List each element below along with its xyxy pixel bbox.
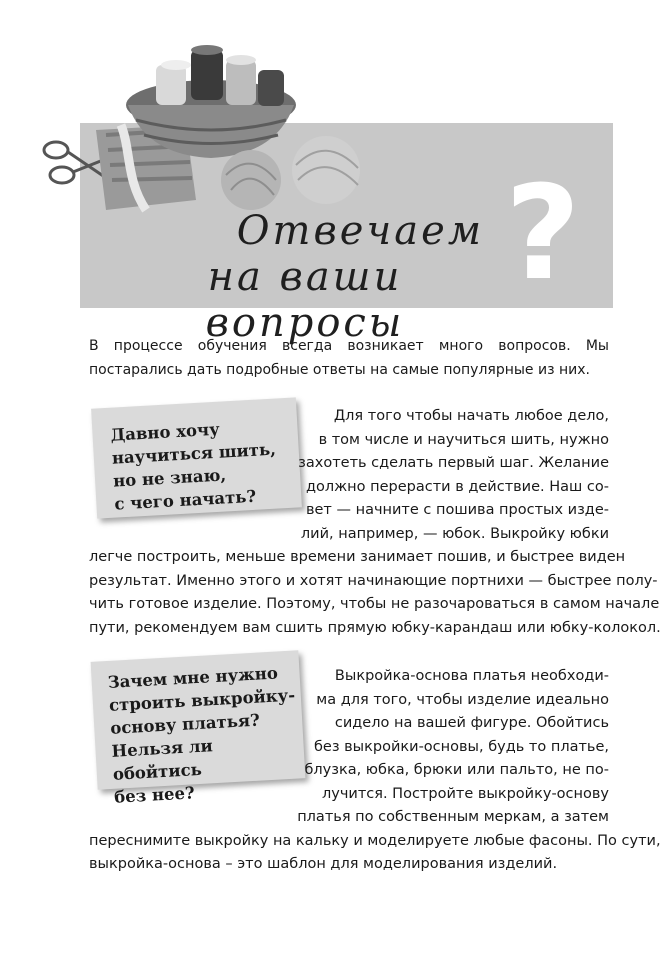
answer-line: в том числе и научиться шить, нужно — [318, 431, 609, 448]
answer-line: переснимите выкройку на кальку и моделируете любые фасоны. По сути, — [89, 832, 661, 849]
question-line: Давно хочу — [110, 419, 221, 445]
answer-line: ма для того, чтобы изделие идеально — [316, 691, 609, 708]
question-line: основу платья? — [109, 710, 261, 738]
answer-line: лучится. Постройте выкройку-основу — [321, 785, 609, 802]
answer-line: без выкройки-основы, будь то платье, — [313, 738, 609, 755]
answer-2 — [89, 665, 661, 877]
question-line: строить выкройку- — [108, 685, 296, 715]
title-line-2: на ваши вопросы — [205, 254, 405, 346]
answer-line: сидело на вашей фигуре. Обойтись — [334, 715, 609, 731]
answer-line: чить готовое изделие. Поэтому, чтобы не разочароваться в самом начале — [89, 596, 660, 612]
question-line: Нельзя ли обойтись — [111, 736, 214, 784]
question-mark-decoration: ? — [505, 157, 581, 309]
answer-line: лий, например, — юбок. Выкройку юбки — [300, 525, 609, 542]
answer-line: пути, рекомендуем вам сшить прямую юбку-карандаш или юбку-колокол. — [89, 619, 661, 636]
question-line: с чего начать? — [113, 486, 257, 514]
answer-line: блузка, юбка, брюки или пальто, не по- — [304, 762, 609, 778]
answer-line: легче построить, меньше времени занимает пошив, и быстрее виден — [89, 549, 626, 565]
answer-line: результат. Именно этого и хотят начинающие портнихи — быстрее полу- — [89, 572, 658, 589]
sewing-basket-illustration — [36, 30, 376, 220]
answer-line: платья по собственным меркам, а затем — [297, 809, 609, 825]
thread-spools — [156, 45, 284, 106]
answer-line: должно перерасти в действие. Наш со- — [305, 478, 609, 495]
answer-line: захотеть сделать первый шаг. Желание — [298, 455, 609, 471]
question-line: Зачем мне нужно — [107, 663, 279, 692]
title-line-1: Отвечаем — [236, 208, 484, 254]
intro-paragraph: В процессе обучения всегда возникает много вопросов. Мы постарались дать подробные ответы на самые популярные из них. — [89, 338, 609, 378]
answer-1 — [89, 405, 661, 640]
question-line: научиться шить, — [111, 439, 277, 468]
page-title — [120, 208, 490, 346]
question-line: но не знаю, — [112, 465, 227, 491]
answer-line: вет — начните с пошива простых изде- — [305, 502, 609, 518]
question-line: без нее? — [113, 783, 196, 807]
answer-line: Для того чтобы начать любое дело, — [333, 408, 609, 424]
answer-line: Выкройка-основа платья необходи- — [334, 668, 609, 684]
answer-line: выкройка-основа – это шаблон для моделирования изделий. — [89, 856, 558, 872]
